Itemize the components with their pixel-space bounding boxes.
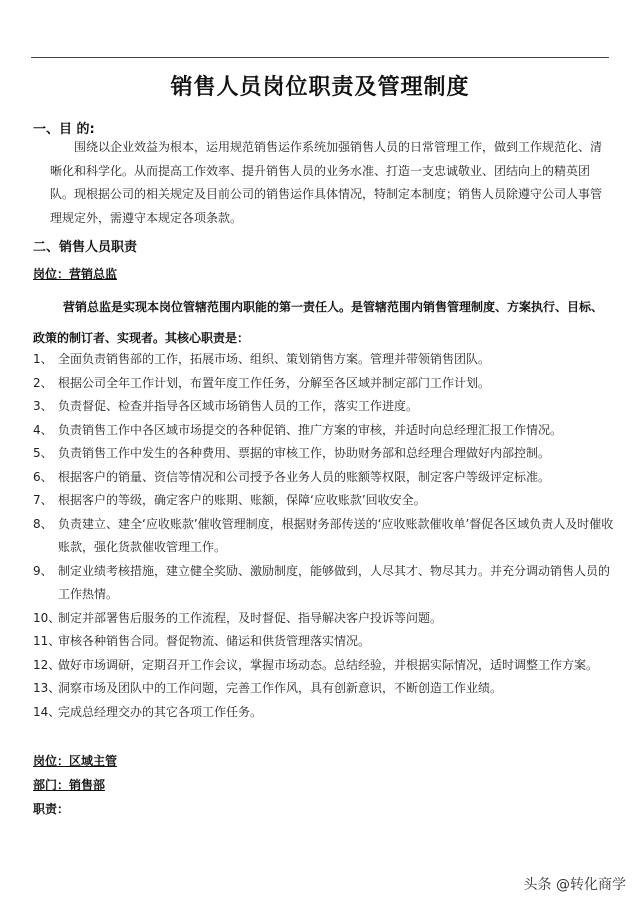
list-item-text: 根据公司全年工作计划，布置年度工作任务，分解至各区域并制定部门工作计划。 [58,375,491,390]
list-item-text: 制定并部署售后服务的工作流程，及时督促、指导解决客户投诉等问题。 [58,610,443,625]
list-item [33,654,615,678]
list-item [33,630,615,654]
list-item-text: 负责销售工作中各区域市场提交的各种促销、推广方案的审核，并适时向总经理汇报工作情况。 [58,422,563,437]
list-item-text: 根据客户的销量、资信等情况和公司授予各业务人员的账额等权限，制定客户等级评定标准。 [58,469,551,484]
list-item-number: 4、 [33,422,53,437]
list-item-number: 12、 [33,657,61,672]
list-item-text: 负责建立、建全‘应收账款’催收管理制度，根据财务部传送的‘应收账款催收单’督促各区域负责人及时催收账款，强化货款催收管理工作。 [58,516,614,554]
list-item-number: 3、 [33,399,53,413]
watermark-text: 头条 @转化商学 [523,877,626,893]
section-purpose-heading: 一、目 的: [33,122,95,137]
list-item [33,419,615,443]
list-item-text: 做好市场调研，定期召开工作会议，掌握市场动态。总结经验，并根据实际情况，适时调整工作方案。 [58,657,599,672]
list-item [33,489,615,513]
list-item-number: 10、 [33,610,61,625]
list-item [33,607,615,631]
duties-label: 职责： [33,802,70,816]
list-item-number: 9、 [33,563,53,578]
list-item [33,466,615,490]
list-item-number: 13、 [33,681,61,695]
list-item-number: 1、 [33,352,53,366]
list-item [33,372,615,396]
list-item-number: 8、 [33,516,53,531]
list-item [33,677,615,701]
list-item-text: 负责销售工作中发生的各种费用、票据的审核工作，协助财务部和总经理合理做好内部控制。 [58,446,551,460]
list-item-text: 洞察市场及团队中的工作问题，完善工作作风，具有创新意识，不断创造工作业绩。 [58,681,503,695]
list-item-number: 2、 [33,375,53,390]
list-item [33,348,615,372]
list-item-number: 14、 [33,704,61,719]
list-item-number: 11、 [33,634,61,648]
list-item-text: 全面负责销售部的工作，拓展市场、组织、策划销售方案。管理并带领销售团队。 [58,352,491,366]
list-item [33,513,615,560]
duties-list [33,348,615,724]
list-item-text: 根据客户的等级，确定客户的账期、账额，保障‘应收账款’回收安全。 [58,493,426,507]
list-item-number: 5、 [33,446,53,460]
section-purpose-body: 围绕以企业效益为根本，运用规范销售运作系统加强销售人员的日常管理工作，做到工作规范化、清晰化和科学化。从而提高工作效率、提升销售人员的业务水准、打造一支忠诚敬业、团结向上的精英团队。现根据公司的相关规定及目前公司的销售运作具体情况，特制定本制度；销售人员除遵守公司人事管理规定外，需遵守本规定各项条款。 [50,140,603,225]
position-regional-manager-label: 岗位：区域主管 [33,754,118,768]
document-title: 销售人员岗位职责及管理制度 [170,75,470,100]
department-label: 部门：销售部 [33,778,106,792]
section-duties-heading: 二、销售人员职责 [33,240,138,255]
list-item [33,701,615,725]
list-item [33,395,615,419]
list-item-number: 6、 [33,469,53,484]
list-item-number: 7、 [33,493,53,507]
list-item-text: 审核各种销售合同。督促物流、储运和供货管理落实情况。 [58,634,371,648]
list-item [33,442,615,466]
watermark [524,874,626,894]
position-lead-paragraph: 营销总监是实现本岗位管辖范围内职能的第一责任人。是管辖范围内销售管理制度、方案执行、目标、政策的制订者、实现者。其核心职责是： [33,300,604,345]
list-item [33,560,615,607]
position-marketing-director-label: 岗位：营销总监 [33,267,118,281]
list-item-text: 制定业绩考核措施，建立健全奖励、激励制度，能够做到，人尽其才、物尽其力。并充分调动销售人员的工作热情。 [58,563,611,601]
top-rule [31,57,609,58]
list-item-text: 完成总经理交办的其它各项工作任务。 [58,704,263,719]
list-item-text: 负责督促、检查并指导各区域市场销售人员的工作，落实工作进度。 [58,399,419,413]
